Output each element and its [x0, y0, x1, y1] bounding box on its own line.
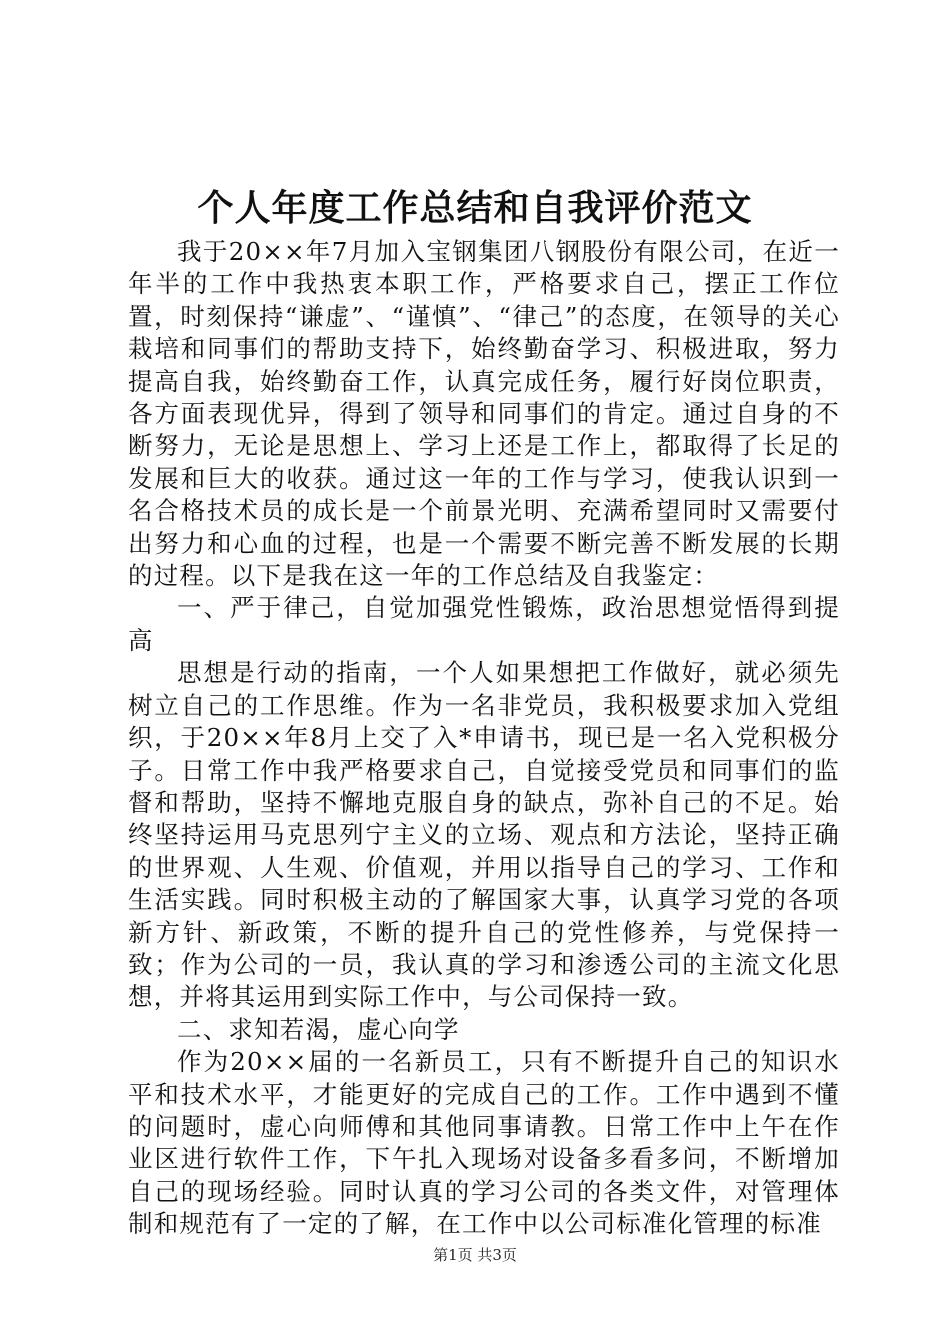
section-heading-2: 二、求知若渴，虚心向学	[177, 1014, 460, 1044]
section-2-paragraph: 作为20××届的一名新员工，只有不断提升自己的知识水平和技术水平，才能更好的完成自己的工作。工作中遇到不懂的问题时，虚心向师傅和其他同事请教。日常工作中上午在作业区进行软件工作，下午扎入现场对设备多看多问，不断增加自己的现场经验。同时认真的学习公司的各类文件，对管理体制和规范有了一定的了解，在工作中以公司标准化管理的标准	[128, 1047, 840, 1239]
document-title: 个人年度工作总结和自我评价范文	[197, 187, 753, 229]
intro-paragraph: 我于20××年7月加入宝钢集团八钢股份有限公司，在近一年半的工作中我热衷本职工作，严格要求自己，摆正工作位置，时刻保持“谦虚”、“谨慎”、“律己”的态度，在领导的关心栽培和同事们的帮助支持下，始终勤奋学习、积极进取，努力提高自我，始终勤奋工作，认真完成任务，履行好岗位职责，各方面表现优异，得到了领导和同事们的肯定。通过自身的不断努力，无论是思想上、学习上还是工作上，都取得了长足的发展和巨大的收获。通过这一年的工作与学习，使我认识到一名合格技术员的成长是一个前景光明、充满希望同时又需要付出努力和心血的过程，也是一个需要不断完善不断发展的长期的过程。以下是我在这一年的工作总结及自我鉴定：	[128, 237, 840, 591]
document-body	[128, 236, 840, 1241]
section-1-paragraph: 思想是行动的指南，一个人如果想把工作做好，就必须先树立自己的工作思维。作为一名非党员，我积极要求加入党组织，于20××年8月上交了入*申请书，现已是一名入党积极分子。日常工作中我严格要求自己，自觉接受党员和同事们的监督和帮助，坚持不懈地克服自身的缺点，弥补自己的不足。始终坚持运用马克思列宁主义的立场、观点和方法论，坚持正确的世界观、人生观、价值观，并用以指导自己的学习、工作和生活实践。同时积极主动的了解国家大事，认真学习党的各项新方针、新政策，不断的提升自己的党性修养，与党保持一致；作为公司的一员，我认真的学习和渗透公司的主流文化思想，并将其运用到实际工作中，与公司保持一致。	[128, 658, 840, 1012]
section-heading-1: 一、严于律己，自觉加强党性锻炼，政治思想觉悟得到提高	[128, 593, 840, 655]
page-footer: 第1页 共3页	[433, 1246, 517, 1264]
